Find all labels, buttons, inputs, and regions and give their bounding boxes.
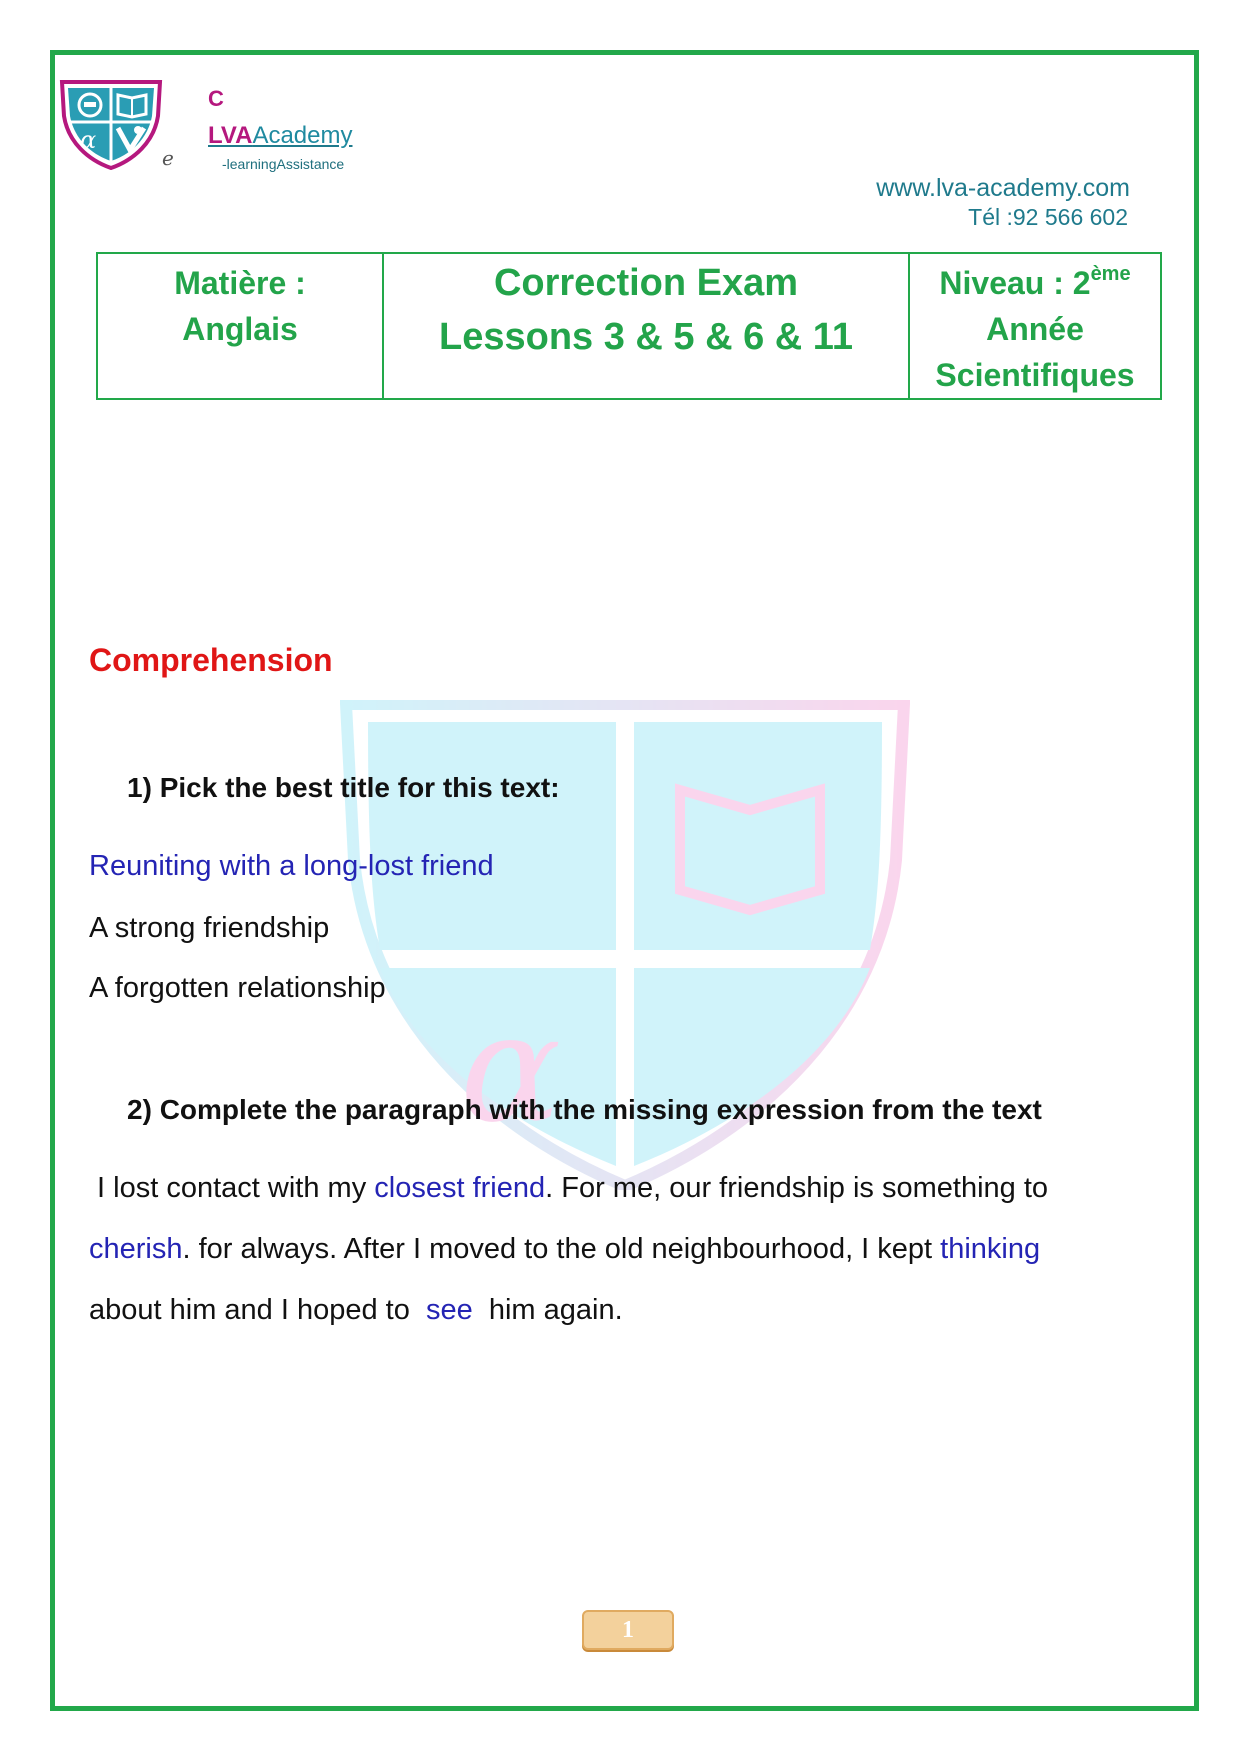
level-stream: Scientifiques: [935, 357, 1135, 393]
phone-number: Tél :92 566 602: [968, 204, 1128, 230]
section-heading: Comprehension: [89, 642, 333, 678]
question-1: [127, 772, 560, 804]
title-cell: [383, 253, 909, 399]
exam-title: Correction Exam: [493, 262, 799, 304]
option-1-answer: Reuniting with a long-lost friend: [89, 850, 494, 882]
page-number-badge: 1: [582, 1610, 674, 1650]
question-2: [127, 1094, 1042, 1126]
paragraph-line-3: about him and I hoped to see him again.: [89, 1294, 623, 1326]
svg-text:α: α: [80, 126, 97, 154]
subject-label: Matière :: [174, 265, 306, 301]
answer-see: see: [425, 1294, 473, 1326]
level-cell: [909, 253, 1161, 399]
question-prompt: Complete the paragraph with the missing expression from the text: [159, 1094, 1042, 1125]
header-table: [96, 252, 1162, 400]
answer-thinking: thinking: [940, 1233, 1041, 1265]
option-3: A forgotten relationship: [89, 972, 386, 1004]
subject-cell: [97, 253, 383, 399]
question-prompt: Pick the best title for this text:: [159, 772, 560, 803]
exam-lessons: Lessons 3 & 5 & 6 & 11: [439, 316, 853, 358]
svg-text:α: α: [460, 982, 562, 1156]
brand-mark-letter: C: [208, 86, 224, 111]
brand-lva: LVA: [208, 122, 253, 149]
answer-closest-friend: closest friend: [374, 1172, 546, 1204]
website-link[interactable]: www.lva-academy.com: [876, 174, 1130, 202]
question-number: 1): [127, 772, 152, 803]
subject-value: Anglais: [182, 311, 298, 347]
brand-name: [208, 122, 352, 150]
paragraph-line-2: cherish. for always. After I moved to the old neighbourhood, I kept thinking: [89, 1233, 1041, 1265]
brand-academy: Academy: [252, 122, 353, 149]
answer-cherish: cherish: [89, 1233, 183, 1265]
lva-shield-logo-icon: [58, 78, 164, 170]
level-superscript: ème: [1090, 263, 1131, 285]
paragraph-line-1: I lost contact with my closest friend. For me, our friendship is something to: [89, 1172, 1049, 1204]
level-year: Année: [986, 311, 1084, 347]
question-number: 2): [127, 1094, 152, 1125]
brand-tagline: -learningAssistance: [222, 156, 345, 172]
logo-e-letter: e: [162, 146, 174, 170]
level-label: Niveau : 2ème: [939, 263, 1131, 301]
option-2: A strong friendship: [89, 912, 330, 944]
